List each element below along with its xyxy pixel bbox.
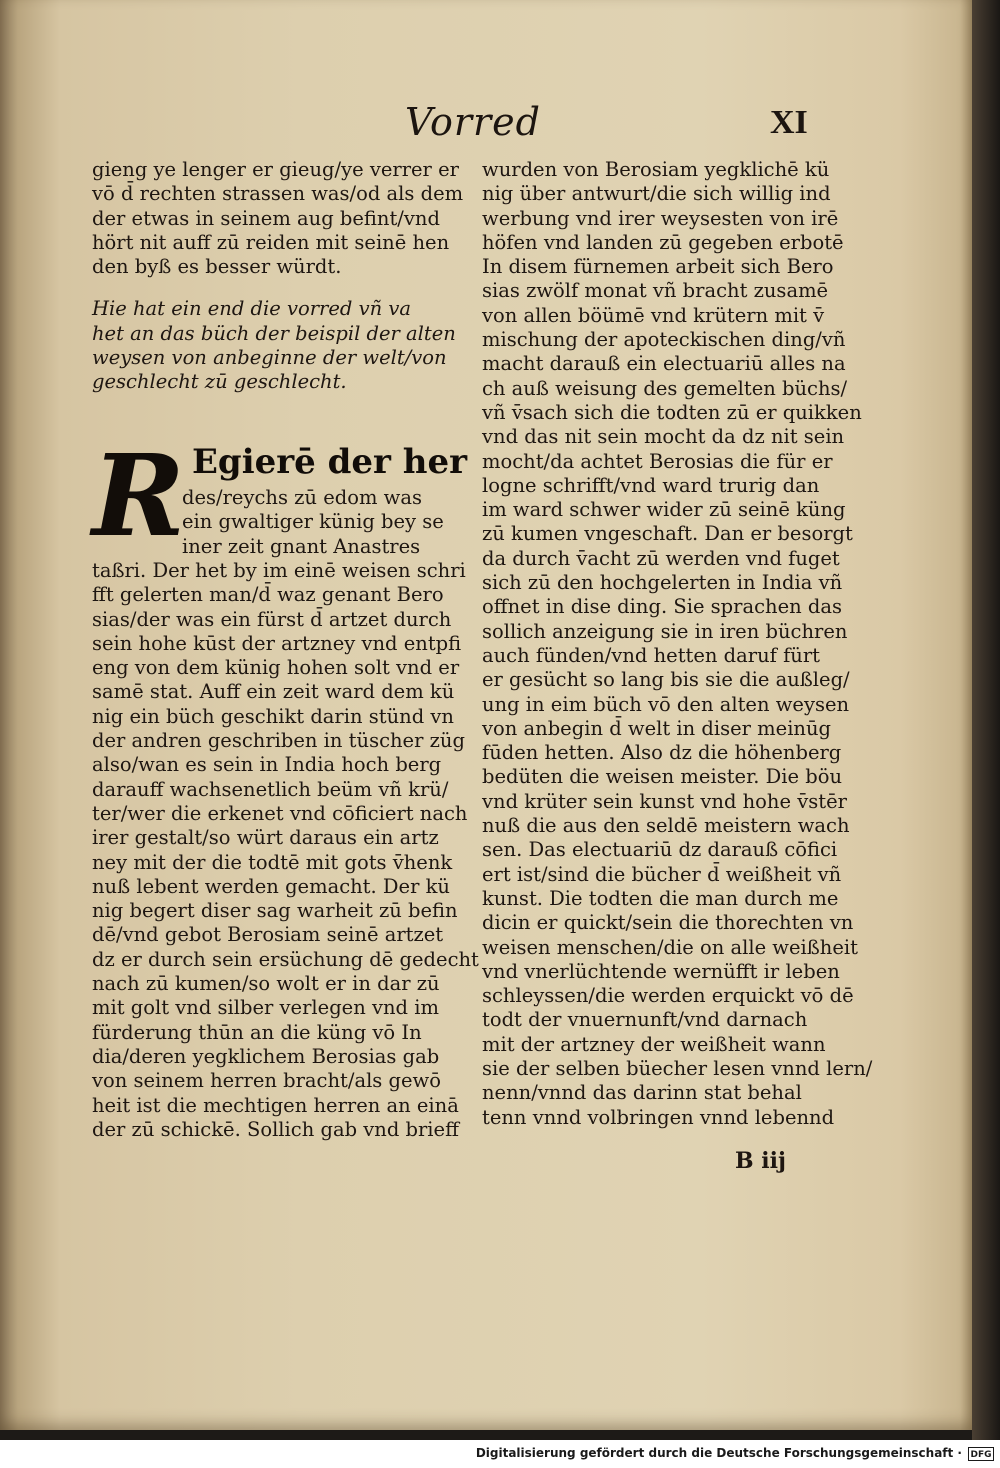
text-line: nuß lebent werden gemacht. Der kü (92, 874, 450, 898)
footer-credit: Digitalisierung gefördert durch die Deutsche Forschungsgemeinschaft · (475, 1446, 962, 1460)
signature-mark: B iij (735, 1148, 786, 1174)
text-line: höfen vnd landen zū gegeben erbotē (482, 230, 844, 254)
text-line: heit ist die mechtigen herren an einā (92, 1093, 459, 1117)
drop-cap-indented-lines (182, 486, 444, 559)
text-line: wurden von Berosiam yegklichē kü (482, 158, 830, 181)
text-line: nig ein büch geschikt darin stünd vn (92, 704, 454, 728)
text-line: ung in eim büch vō den alten weysen (482, 692, 850, 716)
text-line: mischung der apoteckischen ding/vñ (482, 328, 846, 352)
text-line: also/wan es sein in India hoch berg (92, 753, 442, 777)
text-line: fūden hetten. Also dz die höhenberg (482, 741, 842, 765)
text-line: vnd krüter sein kunst vnd hohe v̄stēr (482, 789, 847, 813)
dfg-logo-icon: DFG (968, 1447, 994, 1461)
text-line: taßri. Der het by im einē weisen schri (92, 559, 466, 582)
text-line: offnet in dise ding. Sie sprachen das (482, 595, 843, 619)
text-line: werbung vnd irer weysesten von irē (482, 206, 839, 230)
text-line: gieng ye lenger er gieug/ye verrer er (92, 158, 459, 181)
text-line: iner zeit gnant Anastres (182, 534, 421, 558)
heading-line: Hie hat ein end die vorred vñ va (92, 297, 412, 321)
text-line: zū kumen vngeschaft. Dan er besorgt (482, 522, 853, 546)
text-line: eng von dem künig hohen solt vnd er (92, 656, 460, 680)
text-line: sollich anzeigung sie in iren büchren (482, 619, 848, 643)
text-line: sen. Das electuariū dz darauß cōfici (482, 838, 838, 862)
text-line: vnd vnerlüchtende wernüfft ir leben (482, 959, 840, 983)
text-line: nig begert diser sag warheit zū befin (92, 899, 458, 923)
text-line: logne schrifft/vnd ward trurig dan (482, 473, 820, 497)
text-line: weisen menschen/die on alle weißheit (482, 935, 858, 959)
text-line: vñ v̄sach sich die todten zū er quikken (482, 400, 862, 424)
text-line: sein hohe kūst der artzney vnd entpfi (92, 631, 462, 655)
text-line: fürderung thūn an die küng vō In (92, 1020, 422, 1044)
text-line: schleyssen/die werden erquickt vō dē (482, 984, 854, 1008)
text-line: sie der selben büecher lesen vnnd lern/ (482, 1056, 873, 1080)
left-top-paragraph (92, 158, 464, 279)
text-line: er gesücht so lang bis sie die außleg/ (482, 668, 850, 692)
heading-line: weysen von anbeginne der welt/von (92, 346, 447, 370)
text-line: samē stat. Auff ein zeit ward dem kü (92, 680, 455, 704)
text-line: von allen böümē vnd krütern mit v̄ (482, 303, 825, 327)
text-line: da durch v̄acht zū werden vnd fuget (482, 546, 840, 570)
text-line: ein gwaltiger künig bey se (182, 510, 444, 534)
text-line: hört nit auff zū reiden mit seinē hen (92, 230, 450, 254)
text-line: dicin er quickt/sein die thorechten vn (482, 911, 854, 935)
text-line: sias/der was ein fürst d̄ artzet durch (92, 607, 452, 631)
drop-cap-first-line: Egierē der her (192, 442, 468, 482)
page-edge-shadow (972, 0, 1000, 1440)
text-line: todt der vnuernunft/vnd darnach (482, 1008, 808, 1032)
drop-cap-initial: R (92, 431, 186, 562)
text-line: kunst. Die todten die man durch me (482, 886, 839, 910)
text-line: nuß die aus den seldē meistern wach (482, 814, 850, 838)
text-line: macht darauß ein electuariū alles na (482, 352, 846, 376)
text-line: tenn vnnd volbringen vnnd lebennd (482, 1105, 835, 1129)
text-line: darauff wachsenetlich beüm vñ krü/ (92, 777, 449, 801)
text-line: sich zū den hochgelerten in India vñ (482, 571, 843, 595)
text-line: irer gestalt/so würt daraus ein artz (92, 826, 439, 850)
text-line: nenn/vnnd das darinn stat behal (482, 1081, 802, 1105)
text-line: bedüten die weisen meister. Die böu (482, 765, 843, 789)
section-heading (92, 297, 456, 394)
text-line: vō d̄ rechten strassen was/od als dem (92, 182, 464, 206)
text-line: sias zwölf monat vñ bracht zusamē (482, 279, 829, 303)
text-line: von anbegin d̄ welt in diser meinūg (482, 716, 832, 740)
text-line: mit der artzney der weißheit wann (482, 1032, 826, 1056)
folio-number: XI (770, 104, 808, 141)
text-line: vnd das nit sein mocht da dz nit sein (482, 425, 845, 449)
heading-line: geschlecht zū geschlecht. (92, 370, 347, 394)
text-line: ch auß weisung des gemelten büchs/ (482, 376, 848, 400)
text-line: ert ist/sind die bücher d̄ weißheit vñ (482, 862, 842, 886)
text-line: nig über antwurt/die sich willig ind (482, 182, 831, 206)
text-line: der zū schickē. Sollich gab vnd brieff (92, 1117, 459, 1141)
text-line: mocht/da achtet Berosias die für er (482, 449, 833, 473)
text-line: des/reychs zū edom was (182, 486, 422, 509)
text-line: auch fünden/vnd hetten daruf fürt (482, 643, 821, 667)
text-line: fft gelerten man/d̄ waz genant Bero (92, 583, 444, 607)
text-line: dia/deren yegklichem Berosias gab (92, 1044, 440, 1068)
text-line: mit golt vnd silber verlegen vnd im (92, 996, 439, 1020)
footer-banner (0, 1440, 1000, 1468)
text-line: dz er durch sein ersüchung dē gedecht (92, 947, 479, 971)
text-line: im ward schwer wider zū seinē küng (482, 498, 846, 522)
text-line: der andren geschriben in tüscher züg (92, 729, 465, 753)
text-line: der etwas in seinem aug befint/vnd (92, 206, 440, 230)
running-head-title: Vorred (405, 100, 541, 144)
text-line: dē/vnd gebot Berosiam seinē artzet (92, 923, 444, 947)
left-column (92, 158, 464, 395)
text-line: nach zū kumen/so wolt er in dar zū (92, 972, 440, 996)
text-line: von seinem herren bracht/als gewō (92, 1069, 441, 1093)
text-line: den byß es besser würdt. (92, 255, 342, 279)
text-line: In disem fürnemen arbeit sich Bero (482, 255, 834, 279)
text-line: ney mit der die todtē mit gots v̄henk (92, 850, 453, 874)
right-column (482, 158, 873, 1130)
text-line: ter/wer die erkenet vnd cōficiert nach (92, 801, 468, 825)
left-body-text (92, 559, 479, 1142)
heading-line: het an das büch der beispil der alten (92, 321, 456, 345)
